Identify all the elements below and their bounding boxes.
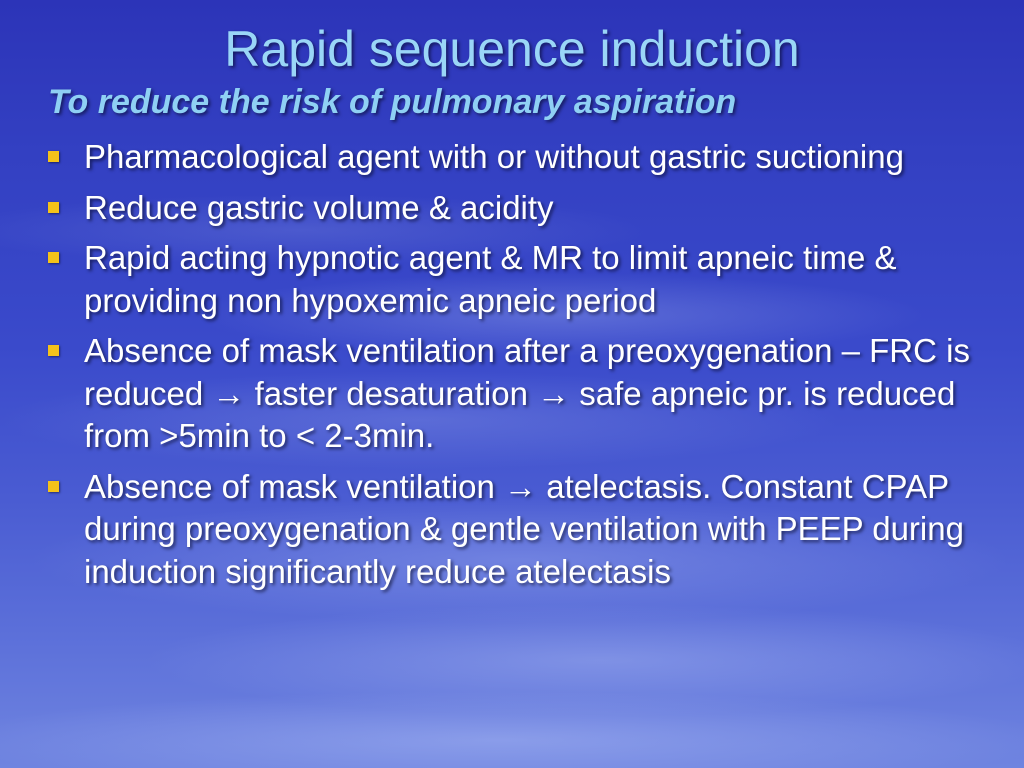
bullet-text: Pharmacological agent with or without gastric suctioning (84, 138, 904, 175)
square-bullet-icon (48, 202, 59, 213)
slide-subtitle: To reduce the risk of pulmonary aspiration (48, 83, 737, 121)
bullet-item (42, 466, 992, 594)
slide-title: Rapid sequence induction (224, 21, 800, 77)
square-bullet-icon (48, 481, 59, 492)
square-bullet-icon (48, 252, 59, 263)
square-bullet-icon (48, 345, 59, 356)
bullet-text: Absence of mask ventilation → atelectasis. Constant CPAP during preoxygenation & gentle ventilation with PEEP during induction significantly reduce atelectasis (84, 467, 964, 590)
bullet-item (42, 237, 992, 322)
square-bullet-icon (48, 151, 59, 162)
bullet-list (42, 136, 992, 601)
bullet-text: Absence of mask ventilation after a preoxygenation – FRC is reduced → faster desaturation → safe apneic pr. is reduced from >5min to < 2-3min. (84, 332, 970, 454)
bullet-item (42, 187, 992, 230)
bullet-item (42, 136, 992, 179)
bullet-text: Rapid acting hypnotic agent & MR to limit apneic time & providing non hypoxemic apneic period (84, 239, 897, 319)
bullet-text: Reduce gastric volume & acidity (84, 188, 554, 226)
bullet-item (42, 330, 992, 458)
